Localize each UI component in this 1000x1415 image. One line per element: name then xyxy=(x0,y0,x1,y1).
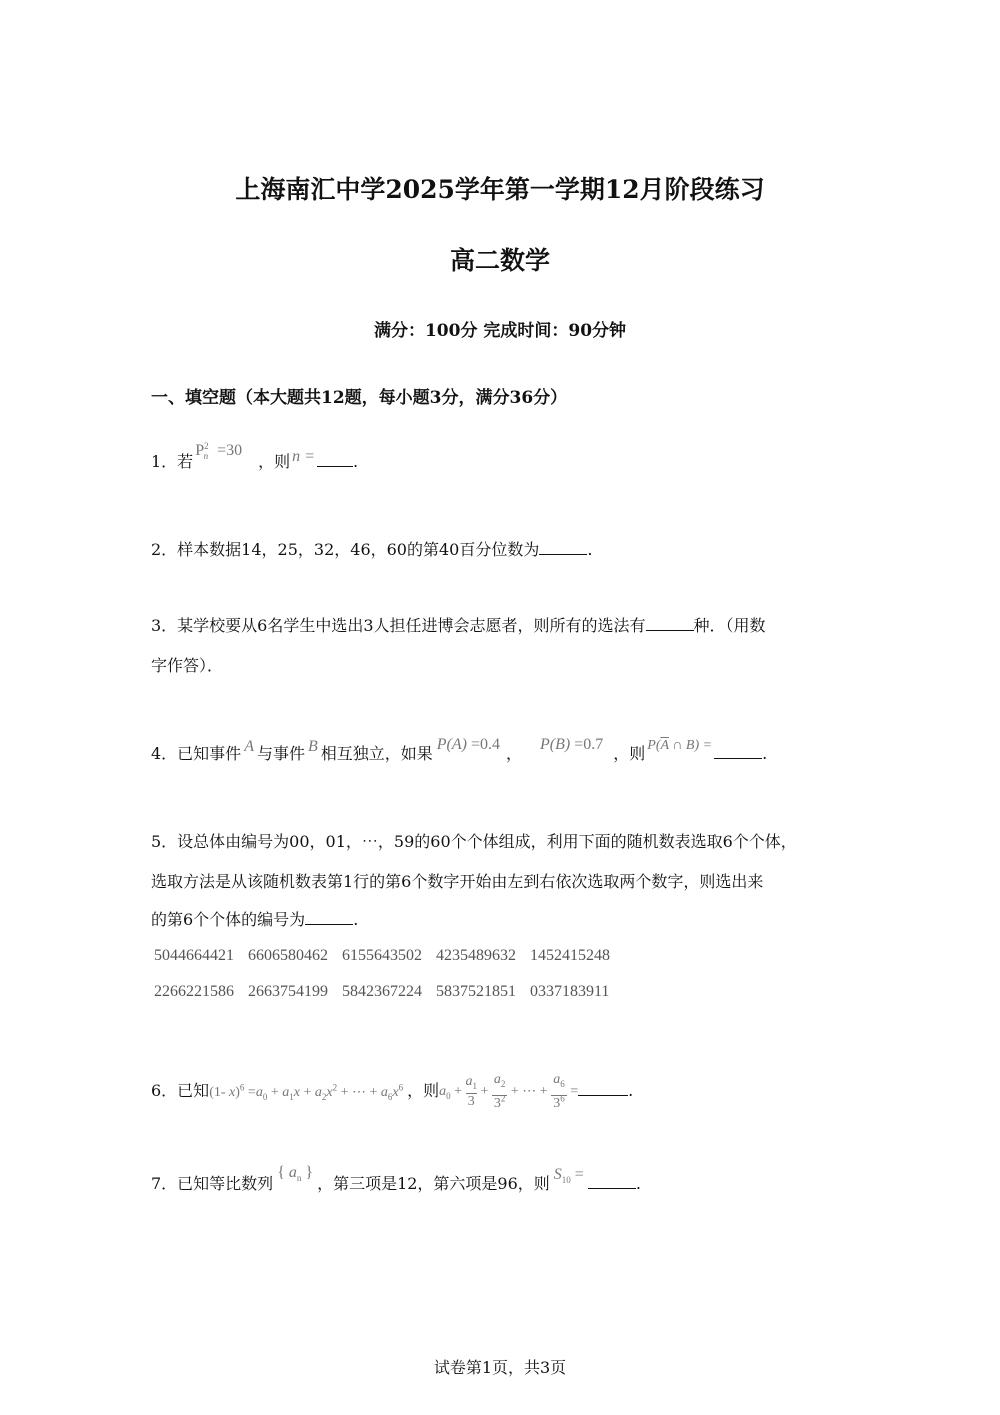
random-number: 6606580462 xyxy=(248,947,328,964)
page-footer: 试卷第1页，共3页 xyxy=(433,1358,567,1377)
q1-var-n: n = xyxy=(292,448,315,465)
q2-end: . xyxy=(587,540,593,559)
q7-sequence: { $a_n$ } xyxy=(277,1164,314,1184)
q6-then: ，则 xyxy=(407,1081,440,1101)
random-number: 1452415248 xyxy=(530,947,610,964)
q6-text-a: 6．已知 xyxy=(151,1081,210,1101)
random-number: 4235489632 xyxy=(436,947,516,964)
exam-title: 上海南汇中学2025学年第一学期12月阶段练习 xyxy=(235,175,765,204)
question-4 xyxy=(151,736,768,766)
q3-text: 3．某学校要从6名学生中选出3人担任进博会志愿者，则所有的选法有 xyxy=(151,616,646,635)
q5-end: . xyxy=(353,910,359,929)
q4-then: ，则 xyxy=(613,744,646,763)
question-2 xyxy=(151,540,592,560)
random-number: 2663754199 xyxy=(248,983,328,1000)
q4-sep: ， xyxy=(506,744,523,763)
q7-answer-blank[interactable] xyxy=(588,1174,636,1189)
random-number: 2266221586 xyxy=(154,983,234,1000)
question-1 xyxy=(151,441,359,474)
q4-var-b: B xyxy=(307,738,318,755)
q2-answer-blank[interactable] xyxy=(539,540,587,555)
random-number: 5837521851 xyxy=(436,983,516,1000)
q7-end: . xyxy=(635,1174,641,1193)
q1-end: . xyxy=(352,452,359,471)
q4-prob-expr: $P(\overline{A}$ ∩ B) = xyxy=(647,738,713,753)
q7-text-b: ，第三项是12，第六项是96，则 xyxy=(317,1174,550,1193)
question-5-line-3 xyxy=(151,910,358,930)
random-number: 5044664421 xyxy=(154,947,234,964)
random-number: 6155643502 xyxy=(342,947,422,964)
q4-text-b: 与事件 xyxy=(256,744,305,763)
q1-answer-blank[interactable] xyxy=(317,452,353,467)
question-6 xyxy=(151,1072,633,1111)
question-7 xyxy=(151,1164,641,1200)
q2-text: 2．样本数据14，25，32，46，60的第40百分位数为 xyxy=(151,540,540,559)
exam-subject: 高二数学 xyxy=(449,246,550,275)
q6-sum-expr: $a_0 + a_1$ $3 + a_2$ $3^2$ + ⋯ + $a_6$ $3^6$ = xyxy=(439,1072,579,1112)
question-5-line-2: 选取方法是从该随机数表第1行的第6个数字开始由左到右依次选取两个数字，则选出来 xyxy=(151,872,764,891)
q3-answer-blank[interactable] xyxy=(646,616,694,631)
q7-sum: $S_{10}$ = xyxy=(553,1166,584,1186)
question-3-line-2: 字作答）． xyxy=(151,656,224,675)
q1-prefix: 1．若 xyxy=(151,452,194,471)
q4-var-a: A xyxy=(244,738,254,755)
random-number: 5842367224 xyxy=(342,983,422,1000)
q7-text-a: 7．已知等比数列 xyxy=(151,1174,274,1193)
random-number: 0337183911 xyxy=(530,983,610,1000)
q4-text-c: 相互独立，如果 xyxy=(320,744,433,763)
q1-mid: ，则 xyxy=(258,452,291,471)
q4-answer-blank[interactable] xyxy=(714,744,762,759)
q5-answer-blank[interactable] xyxy=(305,910,353,925)
q3-text-end: 种．（用数 xyxy=(693,616,766,635)
q4-text-a: 4．已知事件 xyxy=(151,744,242,763)
q4-end: . xyxy=(762,744,768,763)
q6-end: . xyxy=(628,1081,634,1101)
random-table-row-1 xyxy=(154,947,624,965)
random-table-row-2 xyxy=(154,983,623,1001)
exam-meta: 满分：100分 完成时间：90分钟 xyxy=(373,321,627,341)
q5-text: 的第6个个体的编号为 xyxy=(151,910,306,929)
q4-prob-a: P(A) =0.4 xyxy=(436,736,501,753)
q6-expansion: (1- $x)^6 =a_0 + a_1x + a_2x^2$ + ⋯ + $a_6x^6$ xyxy=(209,1082,404,1103)
q1-formula: $P^2_n =30$ xyxy=(195,441,243,461)
question-3-line-1 xyxy=(151,616,766,636)
question-5-line-1: 5．设总体由编号为00，01，⋯，59的60个个体组成，利用下面的随机数表选取6个个体， xyxy=(151,832,797,851)
section-heading: 一、填空题（本大题共12题，每小题3分，满分36分） xyxy=(151,388,568,408)
q4-prob-b: P(B) =0.7 xyxy=(540,736,604,753)
q6-answer-blank[interactable] xyxy=(578,1081,628,1096)
